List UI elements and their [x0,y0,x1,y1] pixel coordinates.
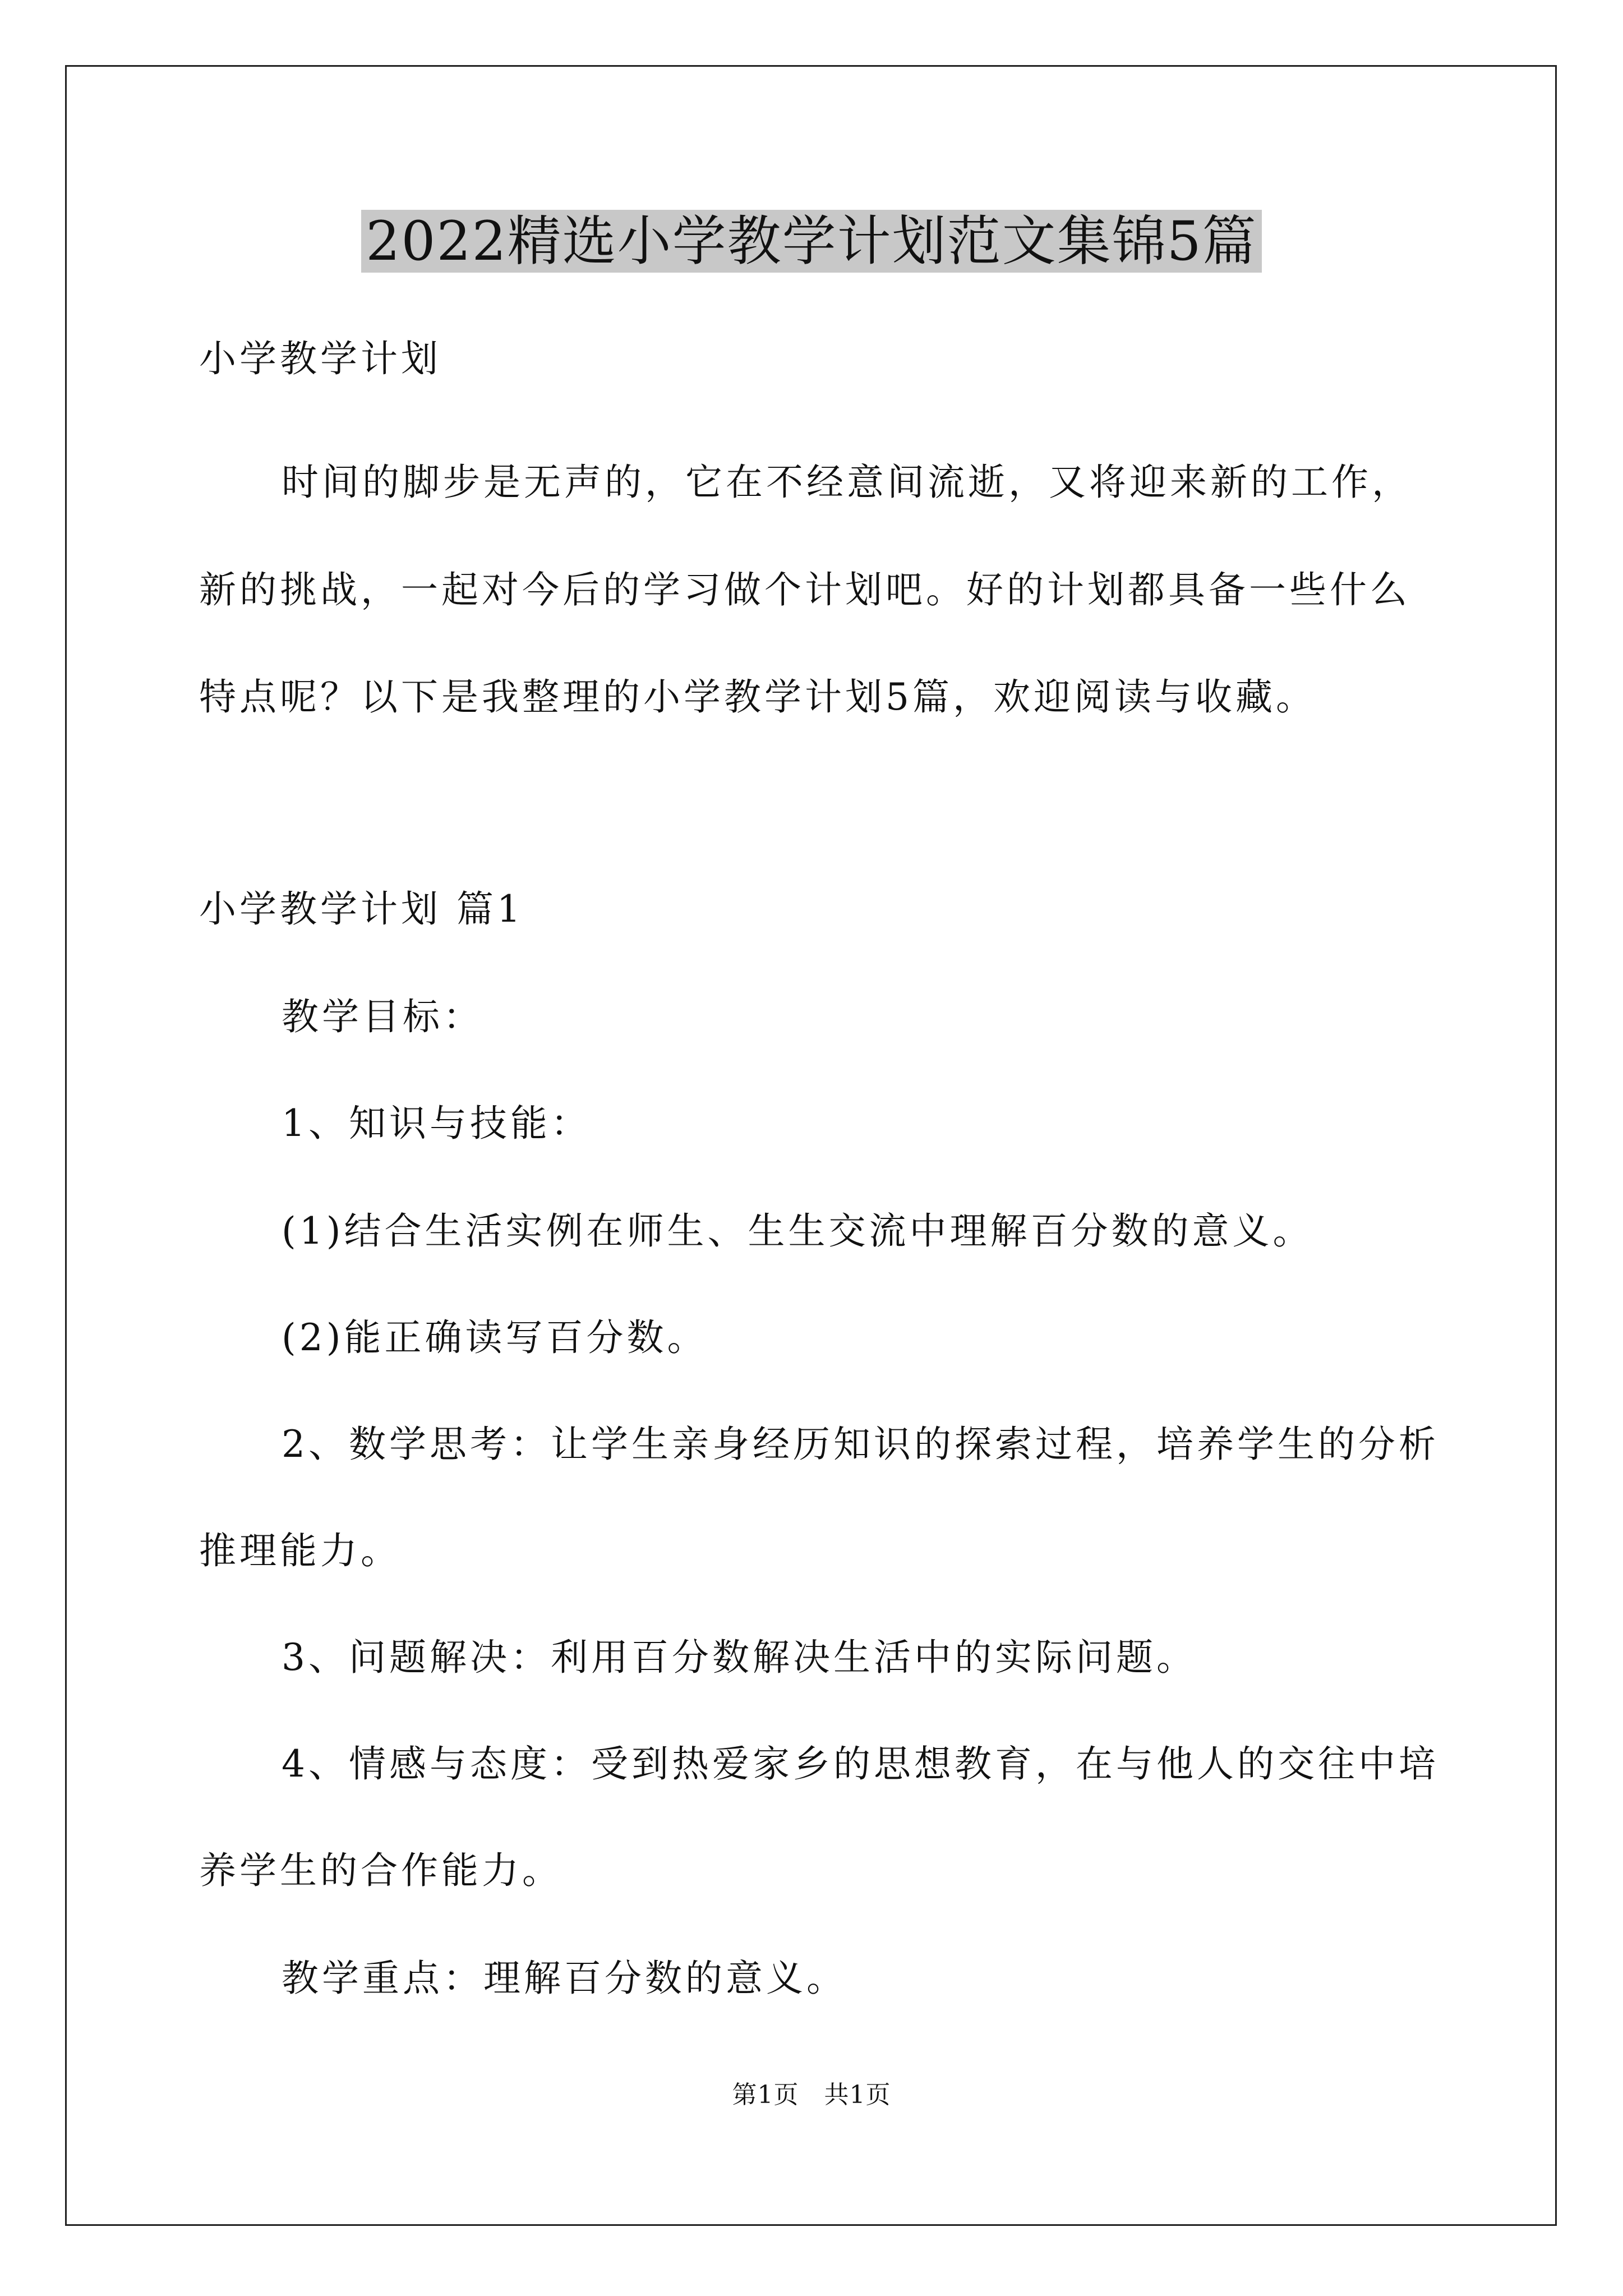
section-heading: 小学教学计划 篇1 [199,887,524,931]
paragraph-line: 推理能力。 [199,1529,401,1572]
paragraph-line: 时间的脚步是无声的，它在不经意间流逝，又将迎来新的工作， [282,461,1412,504]
paragraph-line: 教学目标： [282,995,483,1038]
paragraph-line: (1)结合生活实例在师生、生生交流中理解百分数的意义。 [282,1209,1313,1253]
paragraph-line: 1、知识与技能： [282,1102,591,1145]
document-title [0,202,1623,280]
paragraph-line: 2、数学思考：让学生亲身经历知识的探索过程，培养学生的分析 [282,1423,1439,1466]
paragraph-line: (2)能正确读写百分数。 [282,1316,708,1359]
section-heading: 小学教学计划 [199,337,441,380]
paragraph-line: 3、问题解决：利用百分数解决生活中的实际问题。 [282,1636,1197,1679]
document-title-text: 2022精选小学教学计划范文集锦5篇 [361,210,1261,273]
paragraph-line: 4、情感与态度：受到热爱家乡的思想教育，在与他人的交往中培 [282,1742,1439,1786]
paragraph-line: 教学重点：理解百分数的意义。 [282,1957,847,2000]
paragraph-line: 新的挑战，一起对今后的学习做个计划吧。好的计划都具备一些什么 [199,568,1410,611]
page-footer: 第1页 共1页 [732,2081,891,2109]
paragraph-line: 养学生的合作能力。 [199,1849,562,1892]
paragraph-line: 特点呢？以下是我整理的小学教学计划5篇，欢迎阅读与收藏。 [199,675,1316,719]
